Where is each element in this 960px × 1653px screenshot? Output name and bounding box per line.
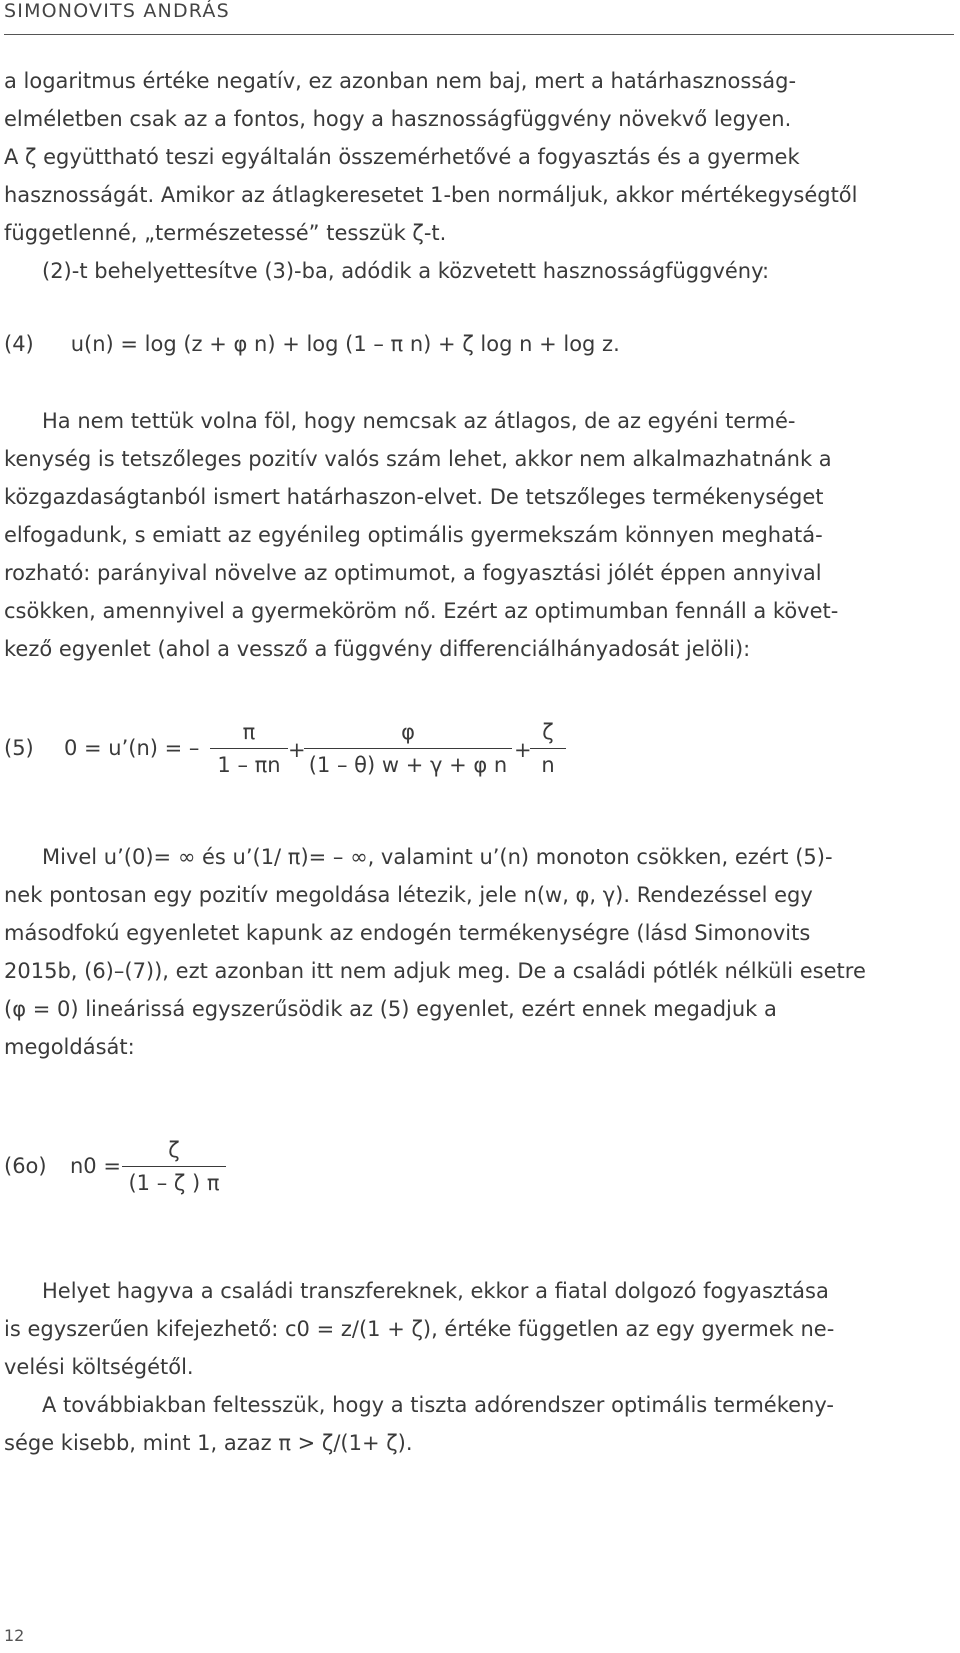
fraction-pi [210, 716, 288, 781]
fraction-zeta [530, 716, 566, 781]
text-line: rozható: parányival növelve az optimumot, a fogyasztási jólét éppen annyival [4, 561, 822, 585]
fraction-denominator: 1 – πn [217, 753, 281, 777]
fraction-numerator: ζ [168, 1138, 180, 1162]
text-line: Helyet hagyva a családi transzfereknek, ekkor a fiatal dolgozó fogyasztása [42, 1279, 829, 1303]
equation-lhs: 0 = u’(n) = – [64, 736, 200, 760]
fraction-denominator: (1 – θ) w + γ + φ n [308, 753, 508, 777]
fraction-denominator: n [541, 753, 555, 777]
text-line: csökken, amennyivel a gyermeköröm nő. Ezért az optimumban fennáll a követ- [4, 599, 839, 623]
fraction-numerator: ζ [542, 720, 554, 744]
fraction-phi [304, 716, 512, 781]
text-line: hasznosságát. Amikor az átlagkeresetet 1-ben normáljuk, akkor mértékegységtől [4, 183, 858, 207]
text-line: velési költségétől. [4, 1355, 194, 1379]
text-line: függetlenné, „természetessé” tesszük ζ-t. [4, 221, 447, 245]
text-line: a logaritmus értéke negatív, ez azonban nem baj, mert a határhasznosság- [4, 69, 797, 93]
paragraph-3 [4, 838, 956, 1066]
text-line: kenység is tetszőleges pozitív valós szám lehet, akkor nem alkalmazhatnánk a [4, 447, 832, 471]
running-head: SIMONOVITS ANDRÁS [4, 0, 230, 22]
text-line: sége kisebb, mint 1, azaz π > ζ/(1+ ζ). [4, 1431, 413, 1455]
text-line: közgazdaságtanból ismert határhaszon-elvet. De tetszőleges termékenységet [4, 485, 824, 509]
text-line: is egyszerűen kifejezhető: c0 = z/(1 + ζ), értéke független az egy gyermek ne- [4, 1317, 835, 1341]
paragraph-4 [4, 1272, 956, 1462]
equation-4 [4, 332, 620, 356]
text-line: kező egyenlet (ahol a vessző a függvény differenciálhányadosát jelöli): [4, 637, 751, 661]
equation-lhs: n0 = [70, 1154, 121, 1178]
equation-label: (5) [4, 736, 34, 760]
text-line: megoldását: [4, 1035, 135, 1059]
text-line: nek pontosan egy pozitív megoldása létezik, jele n(w, φ, γ). Rendezéssel egy [4, 883, 813, 907]
text-line: Ha nem tettük volna föl, hogy nemcsak az átlagos, de az egyéni termé- [42, 409, 796, 433]
page-number: 12 [4, 1626, 25, 1645]
equation-label: (4) [4, 332, 34, 356]
fraction-denominator: (1 – ζ ) π [128, 1171, 220, 1195]
plus-sign: + [514, 738, 532, 762]
text-line: A ζ együttható teszi egyáltalán összemérhetővé a fogyasztás és a gyermek [4, 145, 800, 169]
equation-label: (6o) [4, 1154, 47, 1178]
header-rule [4, 34, 954, 35]
paragraph-2 [4, 402, 956, 668]
text-line: (φ = 0) lineárissá egyszerűsödik az (5) egyenlet, ezért ennek megadjuk a [4, 997, 777, 1021]
text-line: 2015b, (6)–(7)), ezt azonban itt nem adjuk meg. De a családi pótlék nélküli esetre [4, 959, 866, 983]
text-line: (2)-t behelyettesítve (3)-ba, adódik a közvetett hasznosságfüggvény: [42, 259, 770, 283]
plus-sign: + [288, 738, 306, 762]
equation-body: u(n) = log (z + φ n) + log (1 – π n) + ζ log n + log z. [70, 332, 620, 356]
text-line: elfogadunk, s emiatt az egyénileg optimális gyermekszám könnyen meghatá- [4, 523, 823, 547]
fraction-numerator: φ [401, 720, 415, 744]
text-line: Mivel u’(0)= ∞ és u’(1/ π)= – ∞, valamint u’(n) monoton csökken, ezért (5)- [42, 845, 833, 869]
text-line: elméletben csak az a fontos, hogy a hasznosságfüggvény növekvő legyen. [4, 107, 792, 131]
fraction-numerator: π [242, 720, 256, 744]
fraction-n0 [122, 1134, 226, 1199]
paragraph-1 [4, 62, 956, 290]
text-line: másodfokú egyenletet kapunk az endogén termékenységre (lásd Simonovits [4, 921, 811, 945]
text-line: A továbbiakban feltesszük, hogy a tiszta adórendszer optimális termékeny- [42, 1393, 835, 1417]
